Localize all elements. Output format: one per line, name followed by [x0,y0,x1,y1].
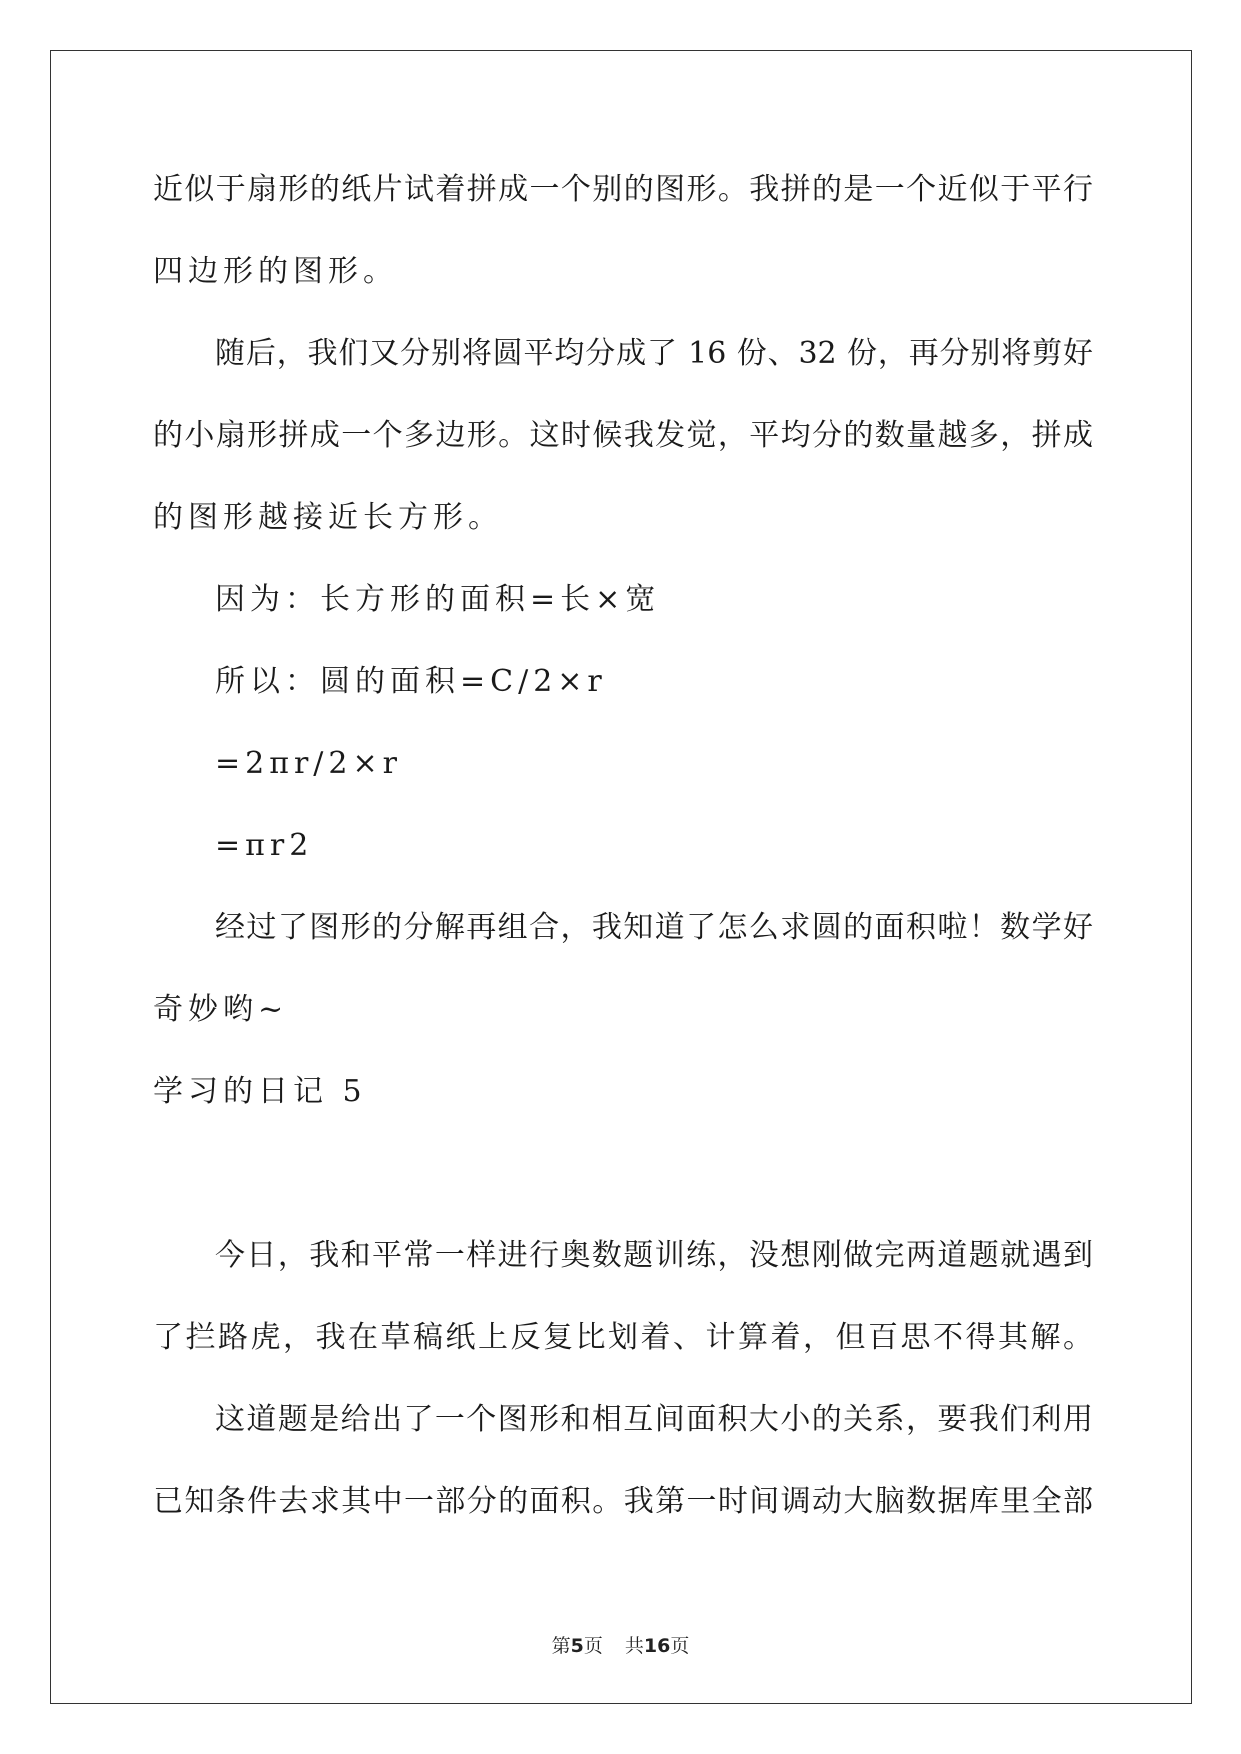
paragraph-line: 近似于扇形的纸片试着拼成一个别的图形。我拼的是一个近似于平行 [153,172,1093,207]
formula-line: =πr2 [215,828,314,863]
page-border [50,50,1192,1704]
total-page-count: 16 [643,1635,671,1657]
footer-total-prefix: 共 [624,1635,644,1657]
paragraph-line: 已知条件去求其中一部分的面积。我第一时间调动大脑数据库里全部 [153,1484,1093,1519]
formula-line: 所以：圆的面积=C/2×r [215,664,607,699]
paragraph-line: 随后，我们又分别将圆平均分成了 16 份、32 份，再分别将剪好 [215,336,1093,371]
footer-total-suffix: 页 [670,1635,690,1657]
current-page-number: 5 [570,1635,584,1657]
paragraph-line: 经过了图形的分解再组合，我知道了怎么求圆的面积啦！数学好 [215,910,1093,945]
paragraph-line: 的小扇形拼成一个多边形。这时候我发觉，平均分的数量越多，拼成 [153,418,1093,453]
formula-line: 因为：长方形的面积=长×宽 [215,582,661,617]
paragraph-line: 了拦路虎，我在草稿纸上反复比划着、计算着，但百思不得其解。 [153,1320,1093,1355]
paragraph-line: 的图形越接近长方形。 [153,500,503,535]
footer-prefix: 第 [551,1635,571,1657]
page-footer [0,1634,1241,1658]
section-heading: 学习的日记 5 [153,1074,367,1109]
paragraph-line: 奇妙哟~ [153,992,289,1027]
paragraph-line: 今日，我和平常一样进行奥数题训练，没想刚做完两道题就遇到 [215,1238,1093,1273]
footer-page-suffix: 页 [583,1635,603,1657]
paragraph-line: 这道题是给出了一个图形和相互间面积大小的关系，要我们利用 [215,1402,1093,1437]
paragraph-line: 四边形的图形。 [153,254,398,289]
formula-line: =2πr/2×r [215,746,402,781]
